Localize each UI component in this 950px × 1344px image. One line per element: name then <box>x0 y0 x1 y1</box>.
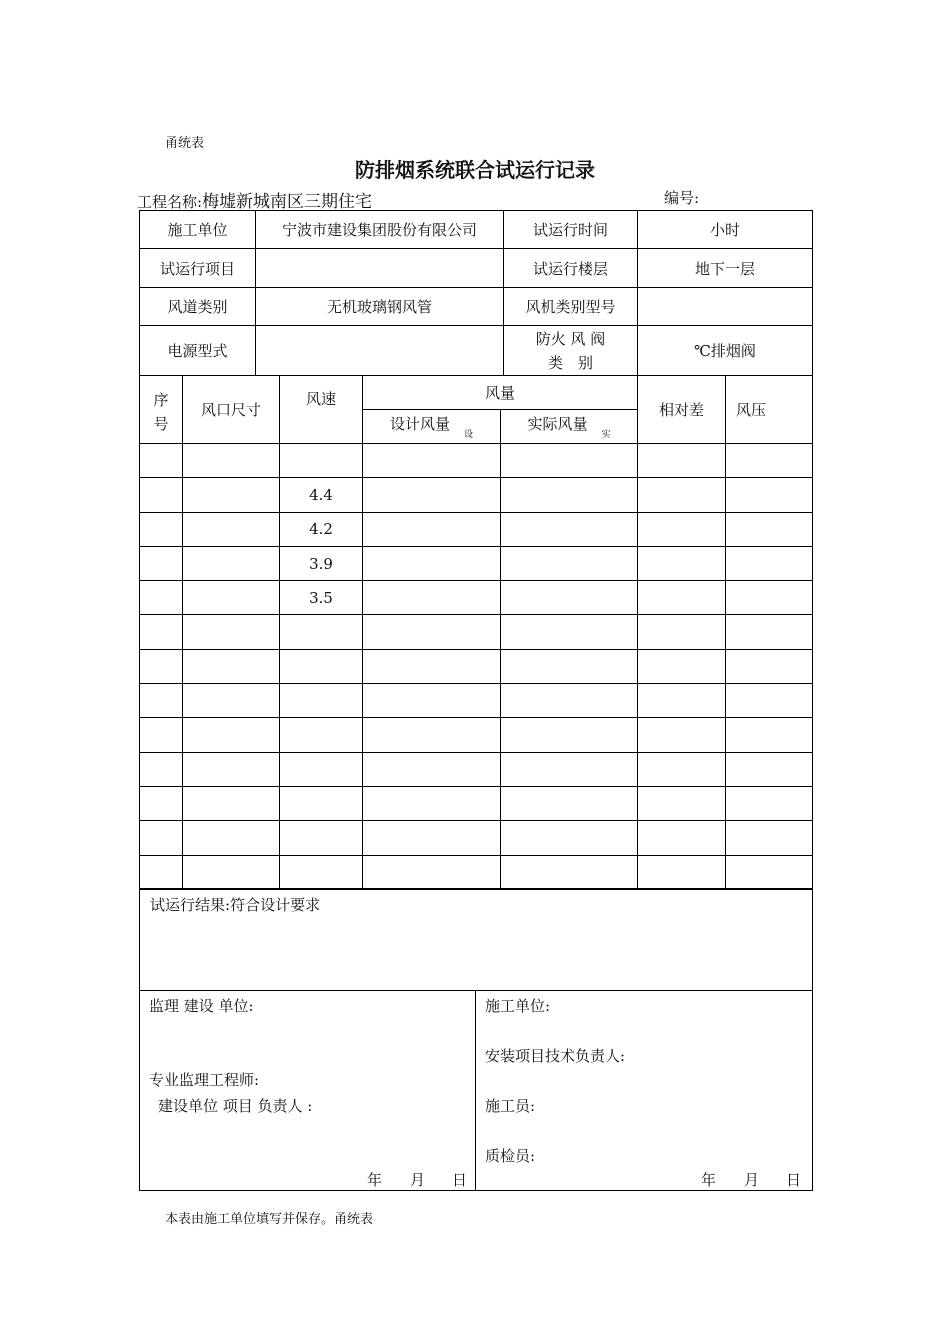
table-row <box>140 478 813 512</box>
cell-speed <box>280 684 363 718</box>
info-row <box>140 326 813 376</box>
col-design-header <box>363 410 501 444</box>
cell-diff <box>638 512 726 546</box>
construction-unit-label: 施工单位: <box>485 997 551 1015</box>
sign-day: 日 <box>786 1171 802 1189</box>
cell-diff <box>638 444 726 478</box>
project-label: 工程名称: <box>137 193 203 211</box>
cell-design <box>363 512 501 546</box>
cell-speed <box>280 752 363 786</box>
info-label-line: 类 别 <box>547 353 593 372</box>
cell-size <box>183 512 280 546</box>
cell-no <box>140 649 183 683</box>
result-cell <box>140 889 813 991</box>
cell-diff <box>638 786 726 820</box>
cell-speed: 3.9 <box>280 546 363 580</box>
supervision-engineer-label: 专业监理工程师: <box>149 1071 260 1089</box>
sign-year: 年 <box>367 1171 383 1189</box>
info-label: 施工单位 <box>140 211 256 249</box>
cell-diff <box>638 684 726 718</box>
project-field <box>137 187 372 212</box>
cell-pressure <box>726 649 813 683</box>
col-pressure-header: 风压 <box>726 376 813 444</box>
cell-design <box>363 821 501 855</box>
cell-pressure <box>726 855 813 889</box>
cell-no <box>140 752 183 786</box>
cell-design <box>363 478 501 512</box>
cell-diff <box>638 649 726 683</box>
info-label: 电源型式 <box>140 326 256 376</box>
cell-pressure <box>726 581 813 615</box>
info-value <box>256 249 504 288</box>
form-code: 甬统表 <box>165 136 205 151</box>
cell-design <box>363 581 501 615</box>
cell-pressure <box>726 786 813 820</box>
info-label: 试运行楼层 <box>504 249 638 288</box>
cell-diff <box>638 478 726 512</box>
cell-pressure <box>726 684 813 718</box>
cell-size <box>183 786 280 820</box>
cell-design <box>363 615 501 649</box>
table-row <box>140 512 813 546</box>
cell-no <box>140 512 183 546</box>
table-row <box>140 786 813 820</box>
col-no-label: 序号 <box>153 391 169 433</box>
cell-size <box>183 615 280 649</box>
info-label: 风机类别型号 <box>504 288 638 326</box>
result-text: 符合设计要求 <box>230 896 321 914</box>
table-row <box>140 581 813 615</box>
cell-actual <box>501 444 638 478</box>
cell-pressure <box>726 546 813 580</box>
result-sign-table <box>139 888 813 1191</box>
sign-day: 日 <box>452 1171 468 1189</box>
cell-speed <box>280 821 363 855</box>
cell-actual <box>501 649 638 683</box>
info-value: 小时 <box>638 211 813 249</box>
cell-no <box>140 478 183 512</box>
tech-manager-label: 安装项目技术负责人: <box>485 1047 626 1065</box>
cell-no <box>140 855 183 889</box>
cell-design <box>363 546 501 580</box>
cell-size <box>183 821 280 855</box>
supervision-unit-label: 监理 建设 单位: <box>149 997 254 1015</box>
cell-pressure <box>726 478 813 512</box>
info-value: 宁波市建设集团股份有限公司 <box>256 211 504 249</box>
cell-pressure <box>726 821 813 855</box>
cell-speed <box>280 649 363 683</box>
info-row <box>140 249 813 288</box>
info-value: 无机玻璃钢风管 <box>256 288 504 326</box>
cell-size <box>183 855 280 889</box>
cell-no <box>140 615 183 649</box>
cell-actual <box>501 581 638 615</box>
cell-design <box>363 718 501 752</box>
cell-pressure <box>726 718 813 752</box>
cell-actual <box>501 718 638 752</box>
col-actual-header <box>501 410 638 444</box>
measure-body <box>140 444 813 890</box>
cell-speed: 3.5 <box>280 581 363 615</box>
table-row <box>140 718 813 752</box>
cell-design <box>363 649 501 683</box>
cell-pressure <box>726 512 813 546</box>
col-no-header <box>140 376 183 444</box>
table-row <box>140 684 813 718</box>
table-row <box>140 546 813 580</box>
info-value <box>638 288 813 326</box>
owner-manager-label: 建设单位 项目 负责人 : <box>158 1097 313 1115</box>
cell-no <box>140 786 183 820</box>
cell-diff <box>638 855 726 889</box>
info-value: 地下一层 <box>638 249 813 288</box>
info-label: 试运行项目 <box>140 249 256 288</box>
info-label: 风道类别 <box>140 288 256 326</box>
cell-actual <box>501 855 638 889</box>
table-row <box>140 649 813 683</box>
cell-size <box>183 546 280 580</box>
cell-actual <box>501 615 638 649</box>
cell-speed: 4.4 <box>280 478 363 512</box>
cell-no <box>140 546 183 580</box>
result-row <box>140 889 813 991</box>
cell-size <box>183 444 280 478</box>
info-table <box>139 210 813 376</box>
info-label: 试运行时间 <box>504 211 638 249</box>
col-actual-sub: 实 <box>601 430 611 440</box>
cell-speed <box>280 615 363 649</box>
cell-diff <box>638 752 726 786</box>
info-value <box>256 326 504 376</box>
table-row <box>140 855 813 889</box>
cell-design <box>363 786 501 820</box>
info-label-line: 防火 风 阀 <box>535 329 606 348</box>
cell-design <box>363 752 501 786</box>
cell-pressure <box>726 615 813 649</box>
cell-diff <box>638 821 726 855</box>
table-row <box>140 752 813 786</box>
sign-month: 月 <box>744 1171 760 1189</box>
info-label-multiline <box>504 326 638 376</box>
col-size-header: 风口尺寸 <box>183 376 280 444</box>
table-row <box>140 444 813 478</box>
cell-size <box>183 649 280 683</box>
sign-month: 月 <box>410 1171 426 1189</box>
sign-right <box>476 991 813 1191</box>
cell-size <box>183 718 280 752</box>
cell-no <box>140 684 183 718</box>
cell-actual <box>501 752 638 786</box>
sign-left <box>140 991 476 1191</box>
result-label: 试运行结果: <box>150 896 231 914</box>
measure-header-row <box>140 376 813 410</box>
cell-pressure <box>726 752 813 786</box>
footer-note: 本表由施工单位填写并保存。甬统表 <box>165 1212 374 1227</box>
cell-speed: 4.2 <box>280 512 363 546</box>
cell-actual <box>501 684 638 718</box>
cell-actual <box>501 478 638 512</box>
project-name: 梅墟新城南区三期住宅 <box>202 192 373 212</box>
col-speed-header: 风速 <box>280 376 363 444</box>
cell-size <box>183 581 280 615</box>
col-diff-header: 相对差 <box>638 376 726 444</box>
col-design-sub: 设 <box>464 430 474 440</box>
col-volume-header: 风量 <box>363 376 638 410</box>
cell-no <box>140 718 183 752</box>
info-value: ℃排烟阀 <box>638 326 813 376</box>
cell-speed <box>280 786 363 820</box>
cell-speed <box>280 855 363 889</box>
cell-no <box>140 821 183 855</box>
cell-speed <box>280 444 363 478</box>
info-row <box>140 288 813 326</box>
cell-no <box>140 444 183 478</box>
cell-diff <box>638 546 726 580</box>
number-label: 编号: <box>664 189 700 207</box>
table-row <box>140 821 813 855</box>
cell-design <box>363 444 501 478</box>
cell-actual <box>501 821 638 855</box>
cell-design <box>363 684 501 718</box>
cell-diff <box>638 581 726 615</box>
sign-row <box>140 991 813 1191</box>
measure-table <box>139 375 813 890</box>
cell-pressure <box>726 444 813 478</box>
col-design-label: 设计风量 <box>389 415 450 433</box>
cell-no <box>140 581 183 615</box>
info-row <box>140 211 813 249</box>
cell-actual <box>501 512 638 546</box>
qc-label: 质检员: <box>485 1147 536 1165</box>
cell-size <box>183 752 280 786</box>
cell-diff <box>638 718 726 752</box>
col-actual-label: 实际风量 <box>527 415 588 433</box>
cell-size <box>183 684 280 718</box>
worker-label: 施工员: <box>485 1097 536 1115</box>
cell-size <box>183 478 280 512</box>
page-title: 防排烟系统联合试运行记录 <box>355 158 595 182</box>
cell-speed <box>280 718 363 752</box>
sign-year: 年 <box>701 1171 717 1189</box>
cell-actual <box>501 786 638 820</box>
table-row <box>140 615 813 649</box>
cell-actual <box>501 546 638 580</box>
cell-design <box>363 855 501 889</box>
cell-diff <box>638 615 726 649</box>
